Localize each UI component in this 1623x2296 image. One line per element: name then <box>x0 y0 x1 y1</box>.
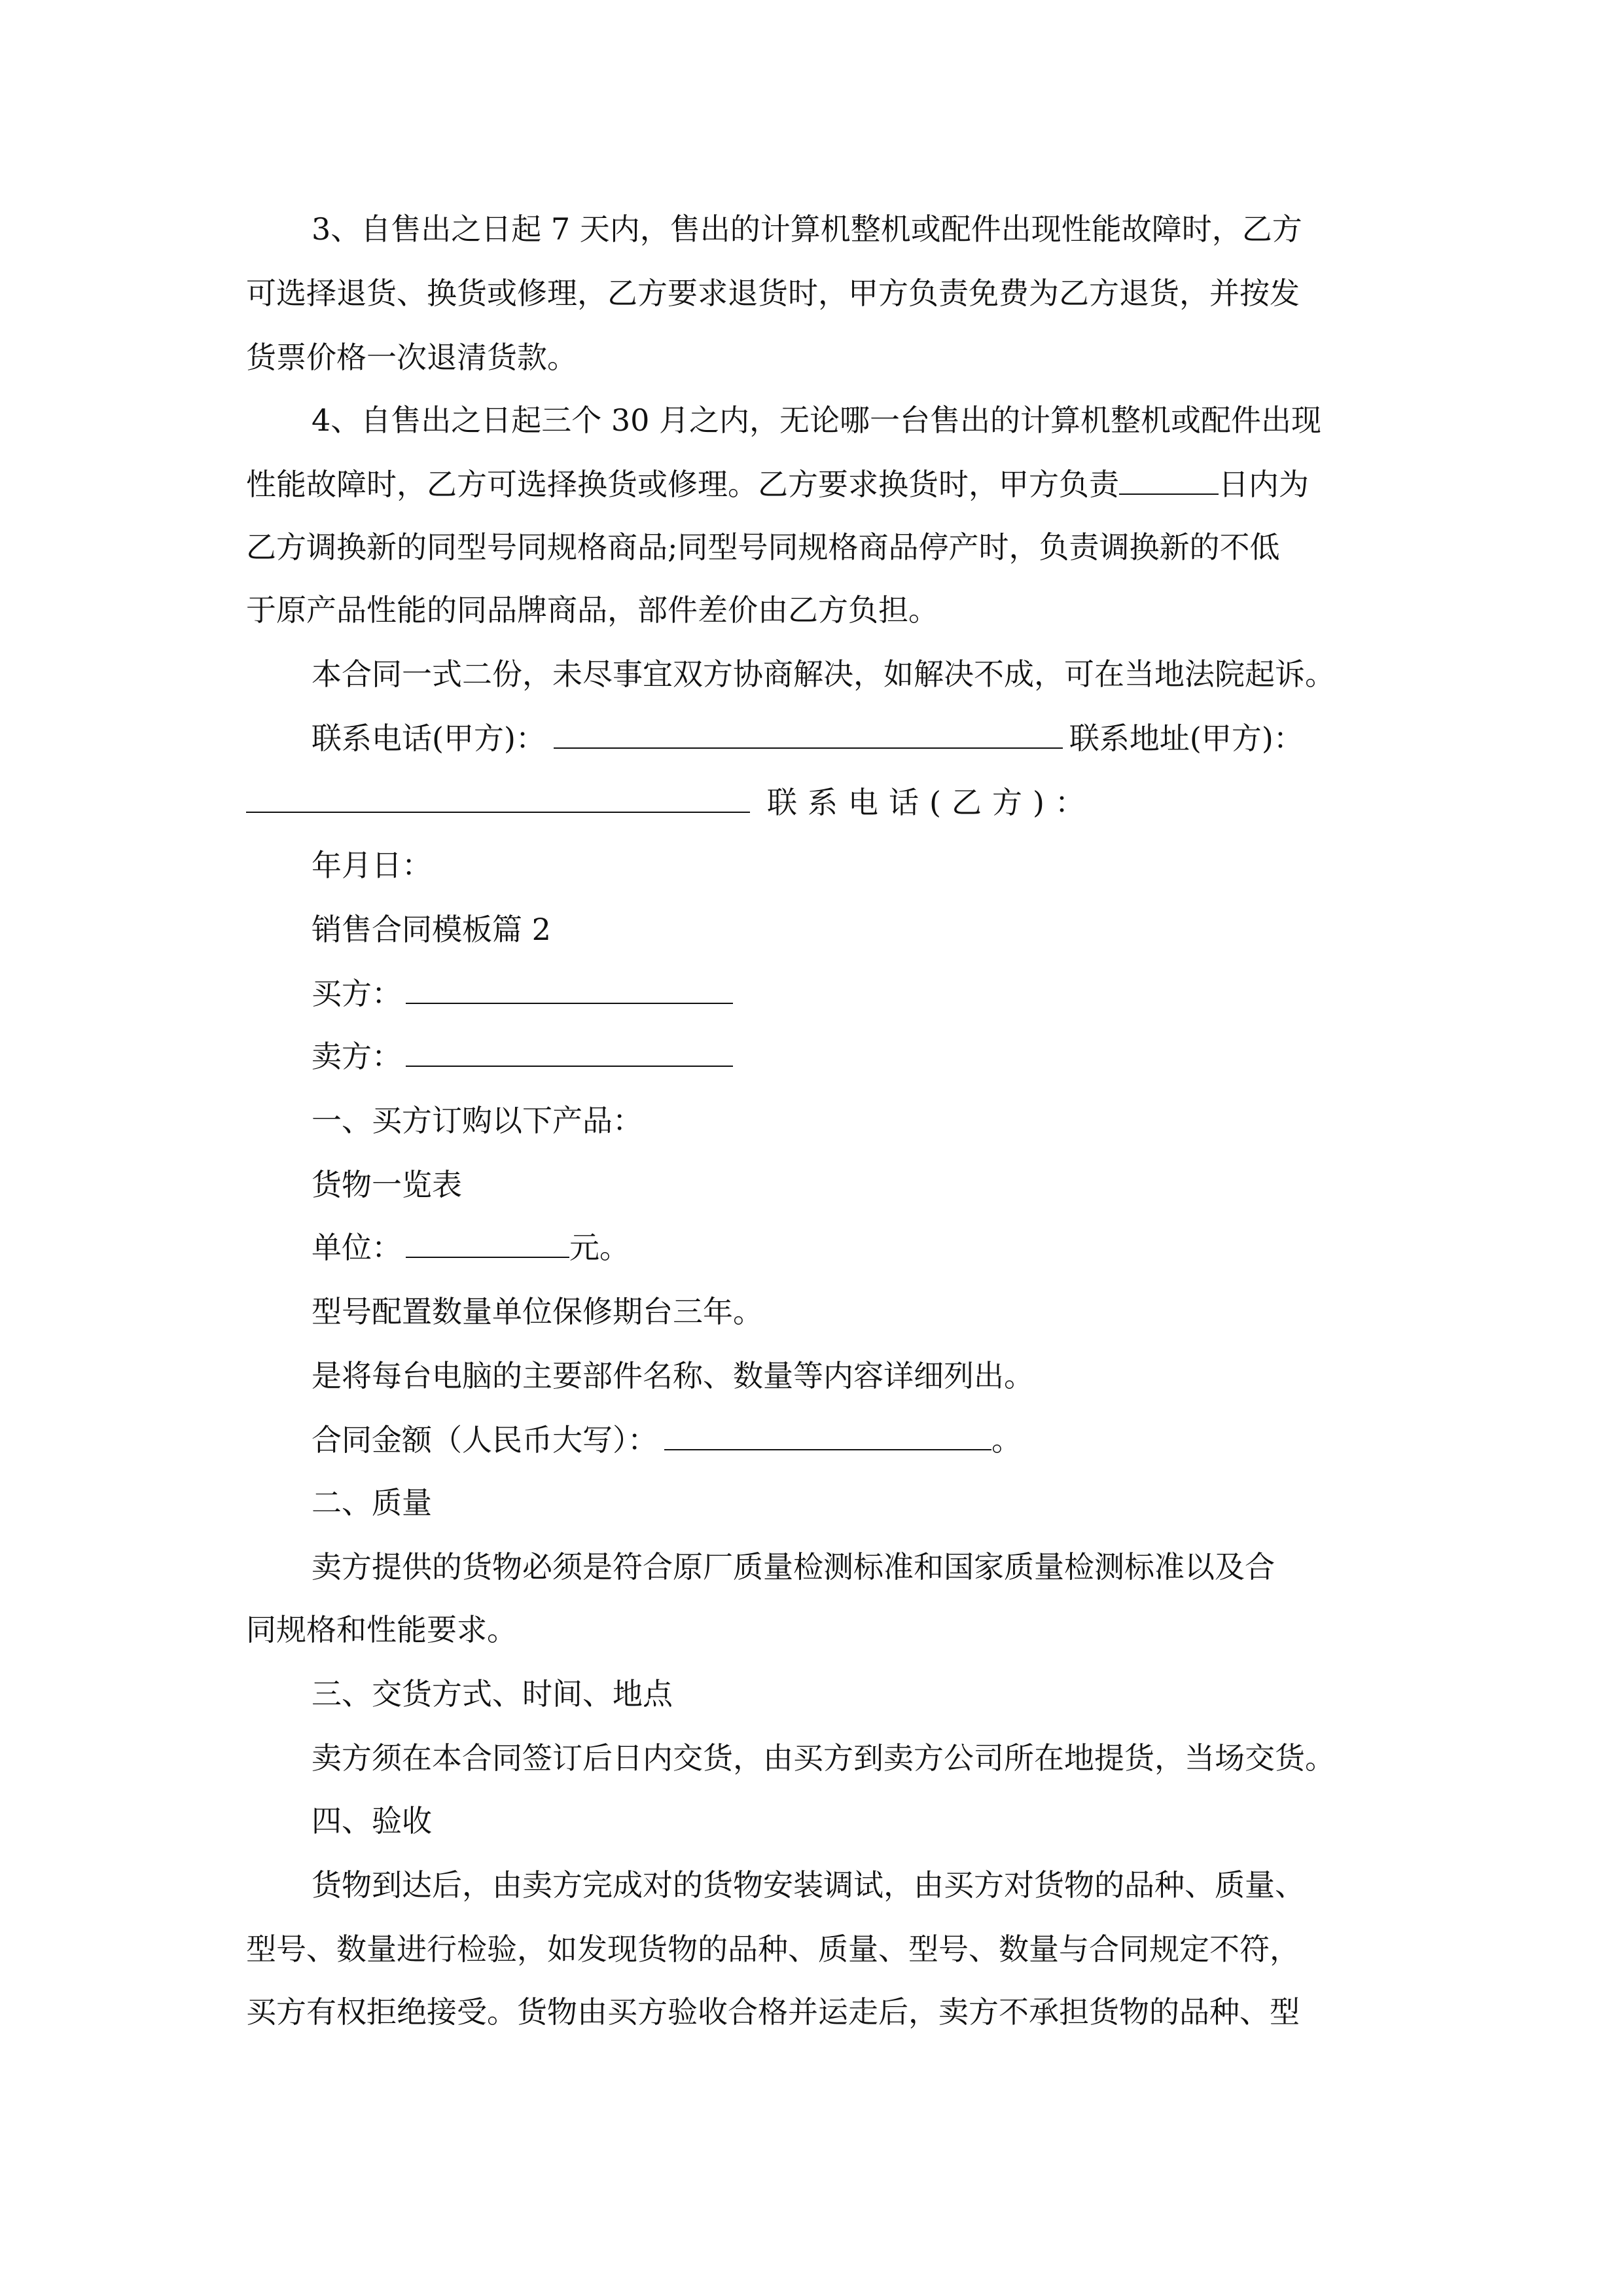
phone-b-label: 联系电话(乙方)： <box>767 785 1096 820</box>
quality-line-2: 同规格和性能要求。 <box>246 1612 517 1647</box>
acceptance-line-1: 货物到达后，由卖方完成对的货物安装调试，由买方对货物的品种、质量、 <box>312 1867 1305 1903</box>
item4-line-2 <box>246 465 1309 504</box>
unit-blank <box>406 1228 569 1258</box>
item4-line-2-suffix: 日内为 <box>1219 467 1309 502</box>
item4-line-3: 乙方调换新的同型号同规格商品;同型号同规格商品停产时，负责调换新的不低 <box>246 529 1280 565</box>
unit-line <box>312 1228 630 1267</box>
acceptance-line-2: 型号、数量进行检验，如发现货物的品种、质量、型号、数量与合同规定不符， <box>246 1931 1300 1967</box>
delivery-text: 卖方须在本合同签订后日内交货，由买方到卖方公司所在地提货，当场交货。 <box>312 1740 1335 1776</box>
address-a-blank <box>246 783 750 813</box>
section2-title: 二、质量 <box>312 1485 432 1520</box>
template2-title: 销售合同模板篇 2 <box>312 912 551 947</box>
quality-line-1: 卖方提供的货物必须是符合原厂质量检测标准和国家质量检测标准以及合 <box>312 1549 1275 1585</box>
amount-line <box>312 1420 1022 1460</box>
seller-blank <box>406 1037 733 1067</box>
acceptance-line-3: 买方有权拒绝接受。货物由买方验收合格并运走后，卖方不承担货物的品种、型 <box>246 1994 1300 2030</box>
item3-line-3: 货票价格一次退清货款。 <box>246 340 577 375</box>
buyer-line <box>312 974 733 1013</box>
days-blank <box>1119 465 1219 495</box>
buyer-label: 买方： <box>312 976 402 1011</box>
amount-suffix: 。 <box>991 1422 1022 1458</box>
seller-line <box>312 1037 733 1076</box>
section4-title: 四、验收 <box>312 1803 432 1839</box>
unit-label: 单位： <box>312 1230 402 1265</box>
item3-line-1: 3、自售出之日起 7 天内，售出的计算机整机或配件出现性能故障时，乙方 <box>312 211 1302 247</box>
phone-a-blank <box>554 719 1063 749</box>
date-label: 年月日： <box>312 848 432 883</box>
seller-label: 卖方： <box>312 1039 402 1074</box>
item4-line-4: 于原产品性能的同品牌商品，部件差价由乙方负担。 <box>246 592 938 628</box>
address-a-label: 联系地址(甲方)： <box>1069 721 1304 756</box>
goods-list-title: 货物一览表 <box>312 1167 462 1202</box>
item4-line-1: 4、自售出之日起三个 30 月之内，无论哪一台售出的计算机整机或配件出现 <box>312 403 1322 438</box>
copies-clause: 本合同一式二份，未尽事宜双方协商解决，如解决不成，可在当地法院起诉。 <box>312 656 1335 692</box>
section3-title: 三、交货方式、时间、地点 <box>312 1676 673 1712</box>
parts-note: 是将每台电脑的主要部件名称、数量等内容详细列出。 <box>312 1358 1034 1393</box>
phone-a-label: 联系电话(甲方)： <box>312 721 546 756</box>
unit-suffix: 元。 <box>569 1230 630 1265</box>
buyer-blank <box>406 974 733 1004</box>
item4-line-2-text: 性能故障时，乙方可选择换货或修理。乙方要求换货时，甲方负责 <box>246 467 1119 502</box>
amount-blank <box>664 1420 991 1450</box>
section1-title: 一、买方订购以下产品： <box>312 1103 643 1138</box>
model-config: 型号配置数量单位保修期台三年。 <box>312 1294 763 1329</box>
item3-line-2: 可选择退货、换货或修理，乙方要求退货时，甲方负责免费为乙方退货，并按发 <box>246 276 1300 311</box>
contact-line-b <box>246 783 1096 822</box>
contact-line-a <box>312 719 1304 758</box>
amount-label: 合同金额（人民币大写）： <box>312 1422 658 1458</box>
